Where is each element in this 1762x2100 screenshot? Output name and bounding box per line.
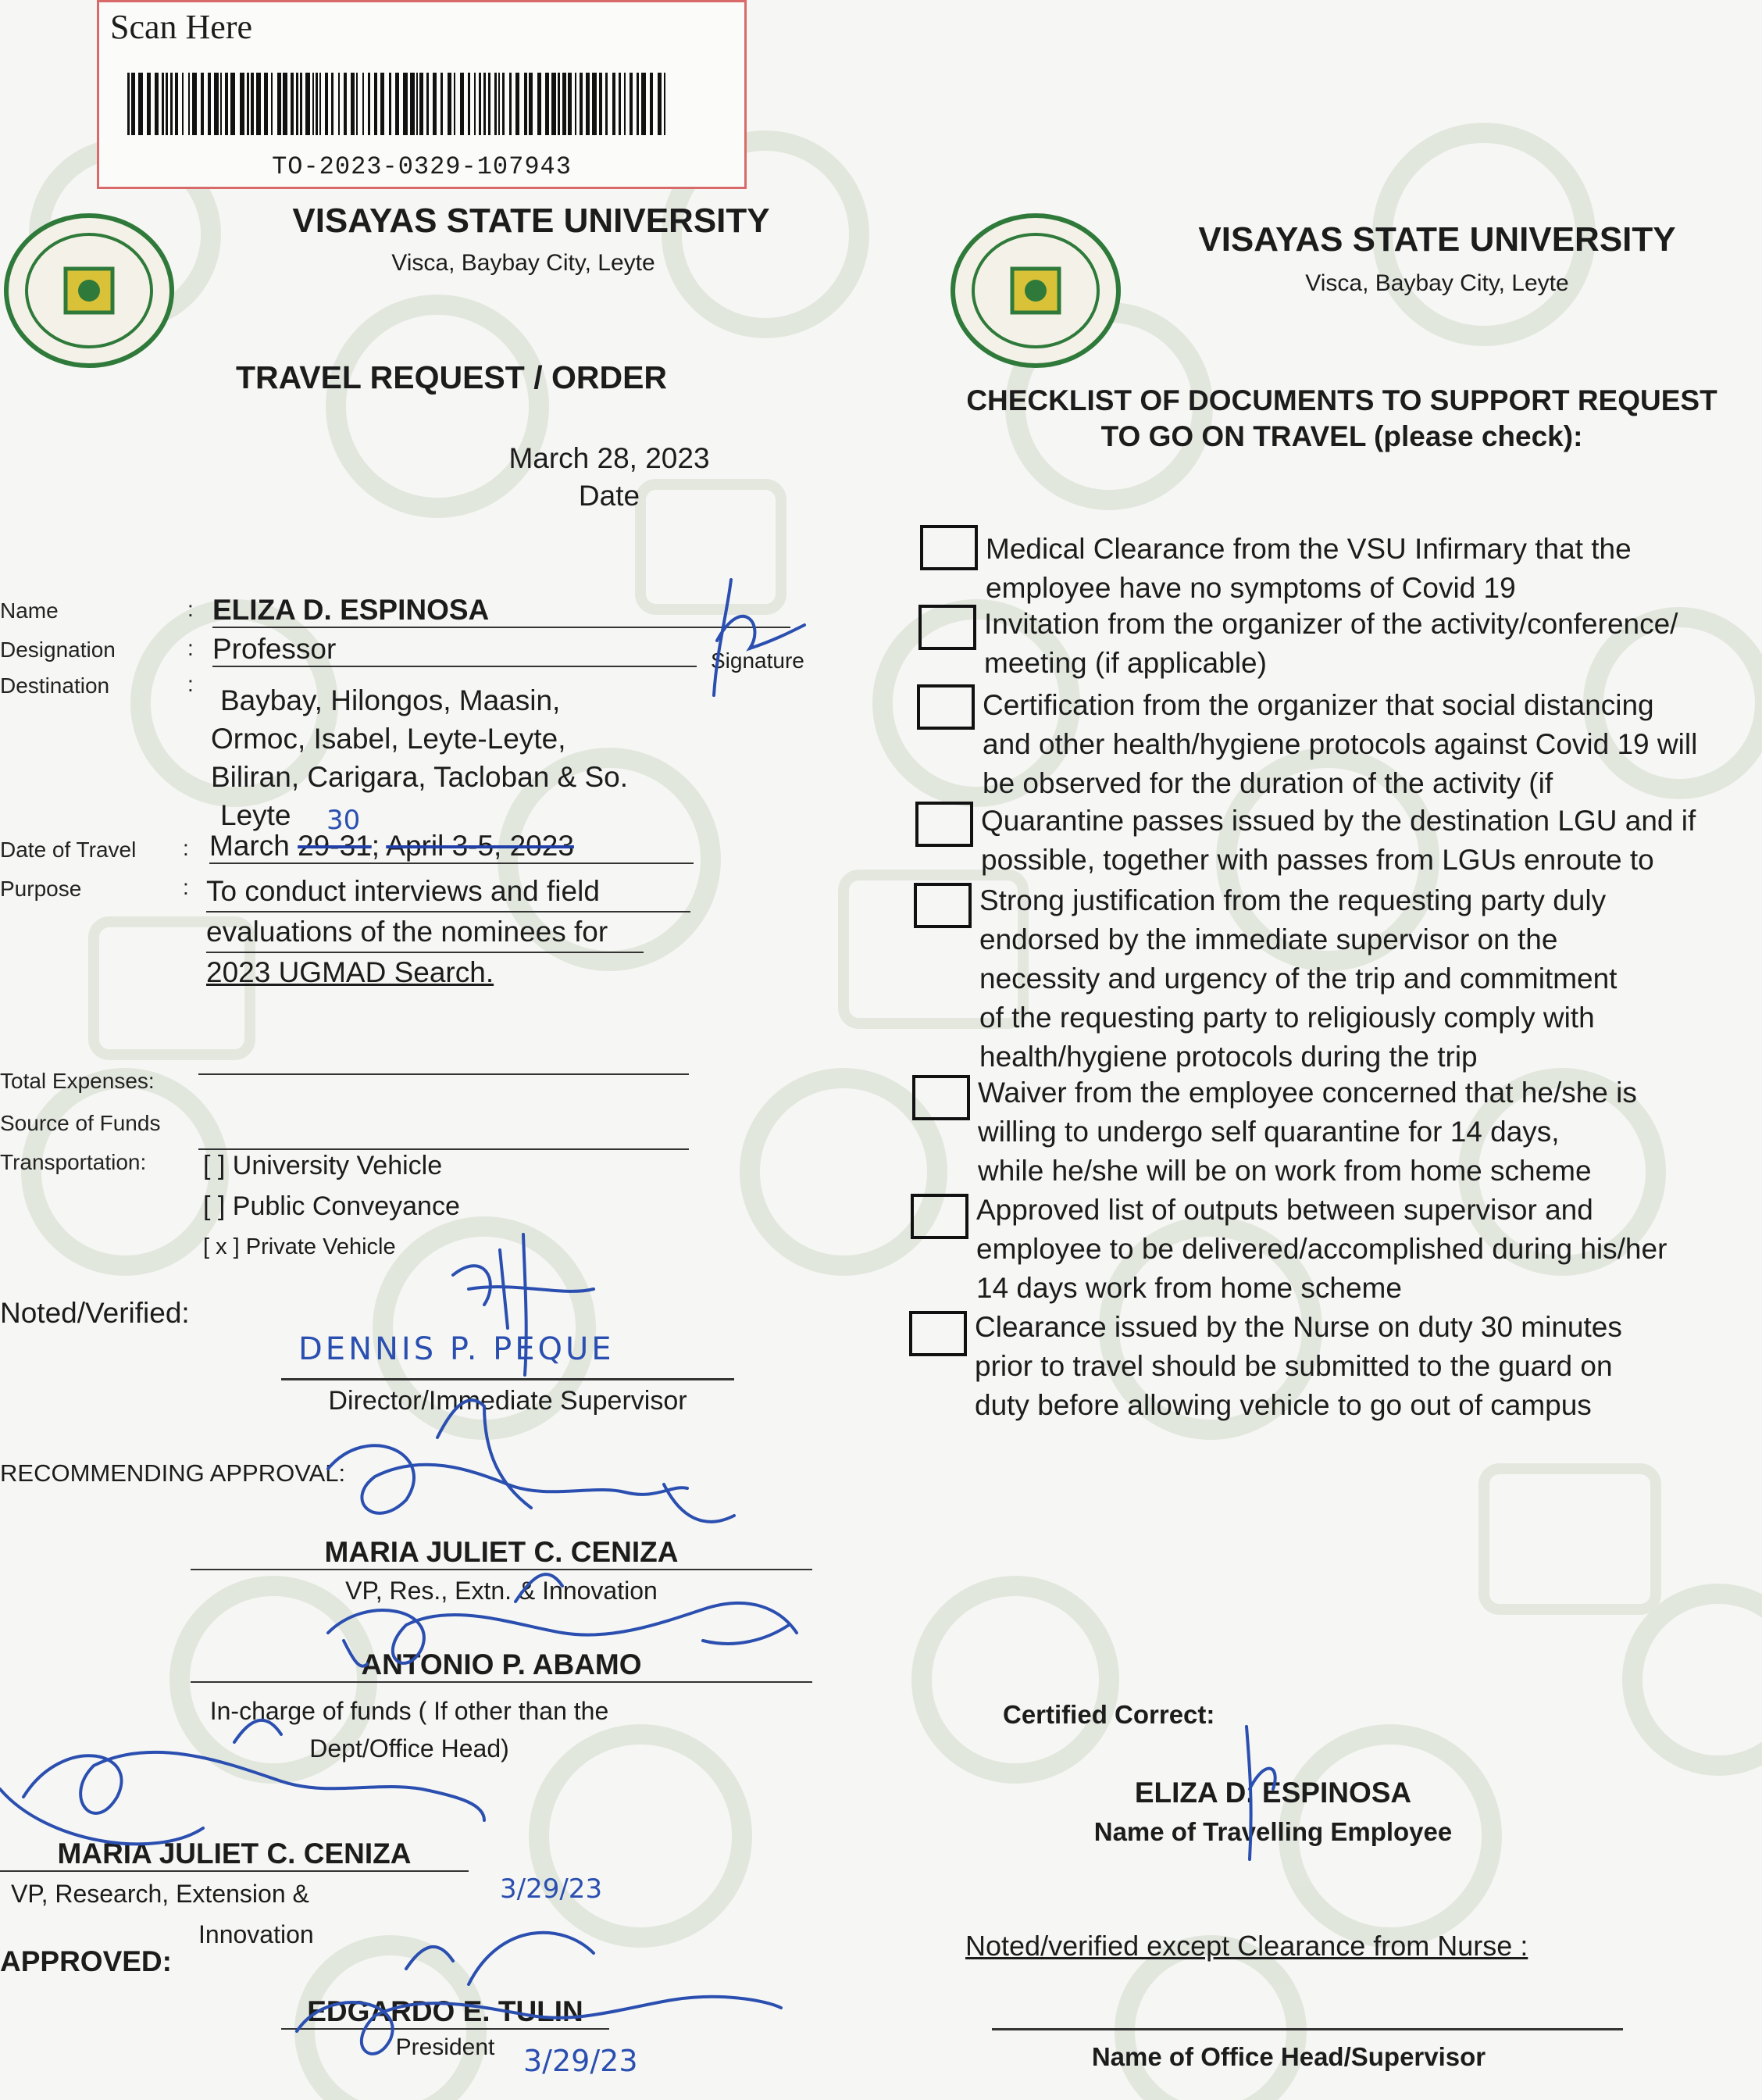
checklist-item-line: endorsed by the immediate supervisor on the [979,923,1558,955]
checklist-item-line: possible, together with passes from LGUs enroute to [981,844,1654,876]
right-address: Visca, Baybay City, Leyte [1305,270,1569,296]
purpose-value: To conduct interviews and field evaluations of the nominees for 2023 UGMAD Search. [206,872,690,992]
checklist-item-line: while he/she will be on work from home scheme [978,1155,1592,1187]
checklist-item-line: Invitation from the organizer of the activity/conference/ [984,608,1678,640]
right-university-name: VISAYAS STATE UNIVERSITY [1198,220,1676,259]
employee-title: Name of Travelling Employee [1093,1817,1453,1846]
left-university-name: VISAYAS STATE UNIVERSITY [292,202,770,240]
checklist-item-8 [975,1308,1622,1425]
checklist-item-line: Clearance issued by the Nurse on duty 30 minutes [975,1311,1622,1343]
date-label: Date [578,480,640,512]
checklist-checkbox-5[interactable] [914,883,972,928]
name-value: ELIZA D. ESPINOSA [212,594,790,628]
barcode-number: TO-2023-0329-107943 [272,152,572,181]
transportation-label: Transportation: [0,1150,147,1174]
certified-correct-label: Certified Correct: [1003,1700,1215,1729]
checklist-item-line: Waiver from the employee concerned that he/she is [978,1077,1637,1109]
form-title: TRAVEL REQUEST / ORDER [236,359,668,395]
rec2-title: In-charge of funds ( If other than the Dept/Office Head) [209,1697,609,1762]
transport-options [203,1145,460,1267]
checklist-item-line: Certification from the organizer that social distancing [983,689,1654,721]
designation-value: Professor [212,633,697,667]
recommending-approval-label: RECOMMENDING APPROVAL: [0,1459,346,1487]
checklist-item-5 [979,881,1617,1077]
checklist-item-line: and other health/hygiene protocols against Covid 19 will [983,728,1698,760]
checklist-item-line: meeting (if applicable) [984,647,1267,679]
checklist-item-2 [984,605,1678,683]
destination-label: Destination [0,673,110,698]
date-value: March 28, 2023 [508,442,710,474]
checklist-item-4 [981,802,1696,880]
purpose-label: Purpose [0,877,82,901]
checklist-item-6 [978,1073,1637,1191]
handwritten-date-2: 3/29/23 [523,2044,638,2078]
scan-label: Scan Here [110,8,253,46]
barcode [127,73,671,135]
noted-except-nurse: Noted/verified except Clearance from Nurse : [965,1930,1528,1962]
total-expenses-label: Total Expenses: [0,1069,155,1093]
checklist-item-line: of the requesting party to religiously comply with [979,1002,1595,1034]
transport-public-conveyance[interactable]: [ ] Public Conveyance [203,1191,460,1221]
signature-label: Signature [711,648,804,673]
checklist-item-line: Approved list of outputs between supervisor and [976,1194,1593,1226]
checklist-item-line: Quarantine passes issued by the destination LGU and if [981,805,1696,837]
checklist-checkbox-2[interactable] [918,605,976,650]
noted-title: Director/Immediate Supervisor [328,1386,687,1416]
checklist-checkbox-7[interactable] [911,1194,968,1239]
checklist-item-line: 14 days work from home scheme [976,1272,1402,1304]
left-address: Visca, Baybay City, Leyte [391,250,655,276]
checklist-item-line: Strong justification from the requesting party duly [979,884,1607,916]
scan-box [97,0,747,189]
rec3-name: MARIA JULIET C. CENIZA [0,1838,469,1872]
checklist-item-line: be observed for the duration of the activity (if [983,767,1553,799]
date-correction: 30 [326,805,361,836]
checklist-item-1 [986,530,1632,608]
rec1-title: VP, Res., Extn. & Innovation [345,1577,658,1605]
checklist-checkbox-1[interactable] [920,525,978,570]
office-head-title: Name of Office Head/Supervisor [1091,2042,1486,2071]
checklist-item-line: necessity and urgency of the trip and commitment [979,962,1618,995]
rec1-name: MARIA JULIET C. CENIZA [191,1536,812,1570]
designation-label: Designation [0,638,116,662]
date-of-travel-label: Date of Travel [0,838,137,862]
university-seal-icon-right [945,212,1126,369]
checklist-item-7 [976,1191,1667,1308]
name-label: Name [0,598,59,623]
checklist-item-line: Medical Clearance from the VSU Infirmary that the [986,533,1632,565]
approved-label: APPROVED: [0,1945,172,1977]
checklist-item-line: employee have no symptoms of Covid 19 [986,572,1516,604]
employee-name: ELIZA D. ESPINOSA [1134,1777,1412,1809]
checklist-item-line: health/hygiene protocols during the trip [979,1041,1478,1073]
source-of-funds-label: Source of Funds [0,1111,161,1135]
checklist-item-line: duty before allowing vehicle to go out of campus [975,1389,1592,1421]
university-seal-icon [3,212,175,369]
transport-private-vehicle[interactable]: [ x ] Private Vehicle [203,1234,396,1259]
checklist-item-line: willing to undergo self quarantine for 14 days, [978,1116,1560,1148]
checklist-checkbox-3[interactable] [917,684,975,730]
checklist-title: CHECKLIST OF DOCUMENTS TO SUPPORT REQUEST TO GO ON TRAVEL (please check): [966,384,1717,452]
rec2-name: ANTONIO P. ABAMO [191,1648,812,1683]
noted-name-handwritten: DENNIS P. PEQUE [298,1331,615,1367]
total-expenses-line [198,1073,689,1075]
checklist-checkbox-4[interactable] [915,802,973,847]
checklist-item-line: employee to be delivered/accomplished during his/her [976,1233,1667,1265]
handwritten-date-1: 3/29/23 [500,1873,603,1905]
checklist-checkbox-6[interactable] [912,1075,970,1120]
noted-verified-label: Noted/Verified: [0,1297,190,1329]
checklist-item-line: prior to travel should be submitted to the guard on [975,1350,1613,1382]
approved-name: EDGARDO E. TULIN [281,1995,609,2030]
destination-value: Baybay, Hilongos, Maasin, Ormoc, Isabel, Leyte-Leyte, Biliran, Carigara, Tacloban & So. Leyte [211,684,629,831]
approved-title: President [395,2034,495,2060]
checklist-checkbox-8[interactable] [909,1311,967,1356]
date-of-travel-value: March 29-31; April 3-5, 2023 [209,830,694,864]
checklist-item-3 [983,686,1697,803]
rec3-title: VP, Research, Extension & Innovation [11,1880,314,1948]
transport-university-vehicle[interactable]: [ ] University Vehicle [203,1151,443,1180]
